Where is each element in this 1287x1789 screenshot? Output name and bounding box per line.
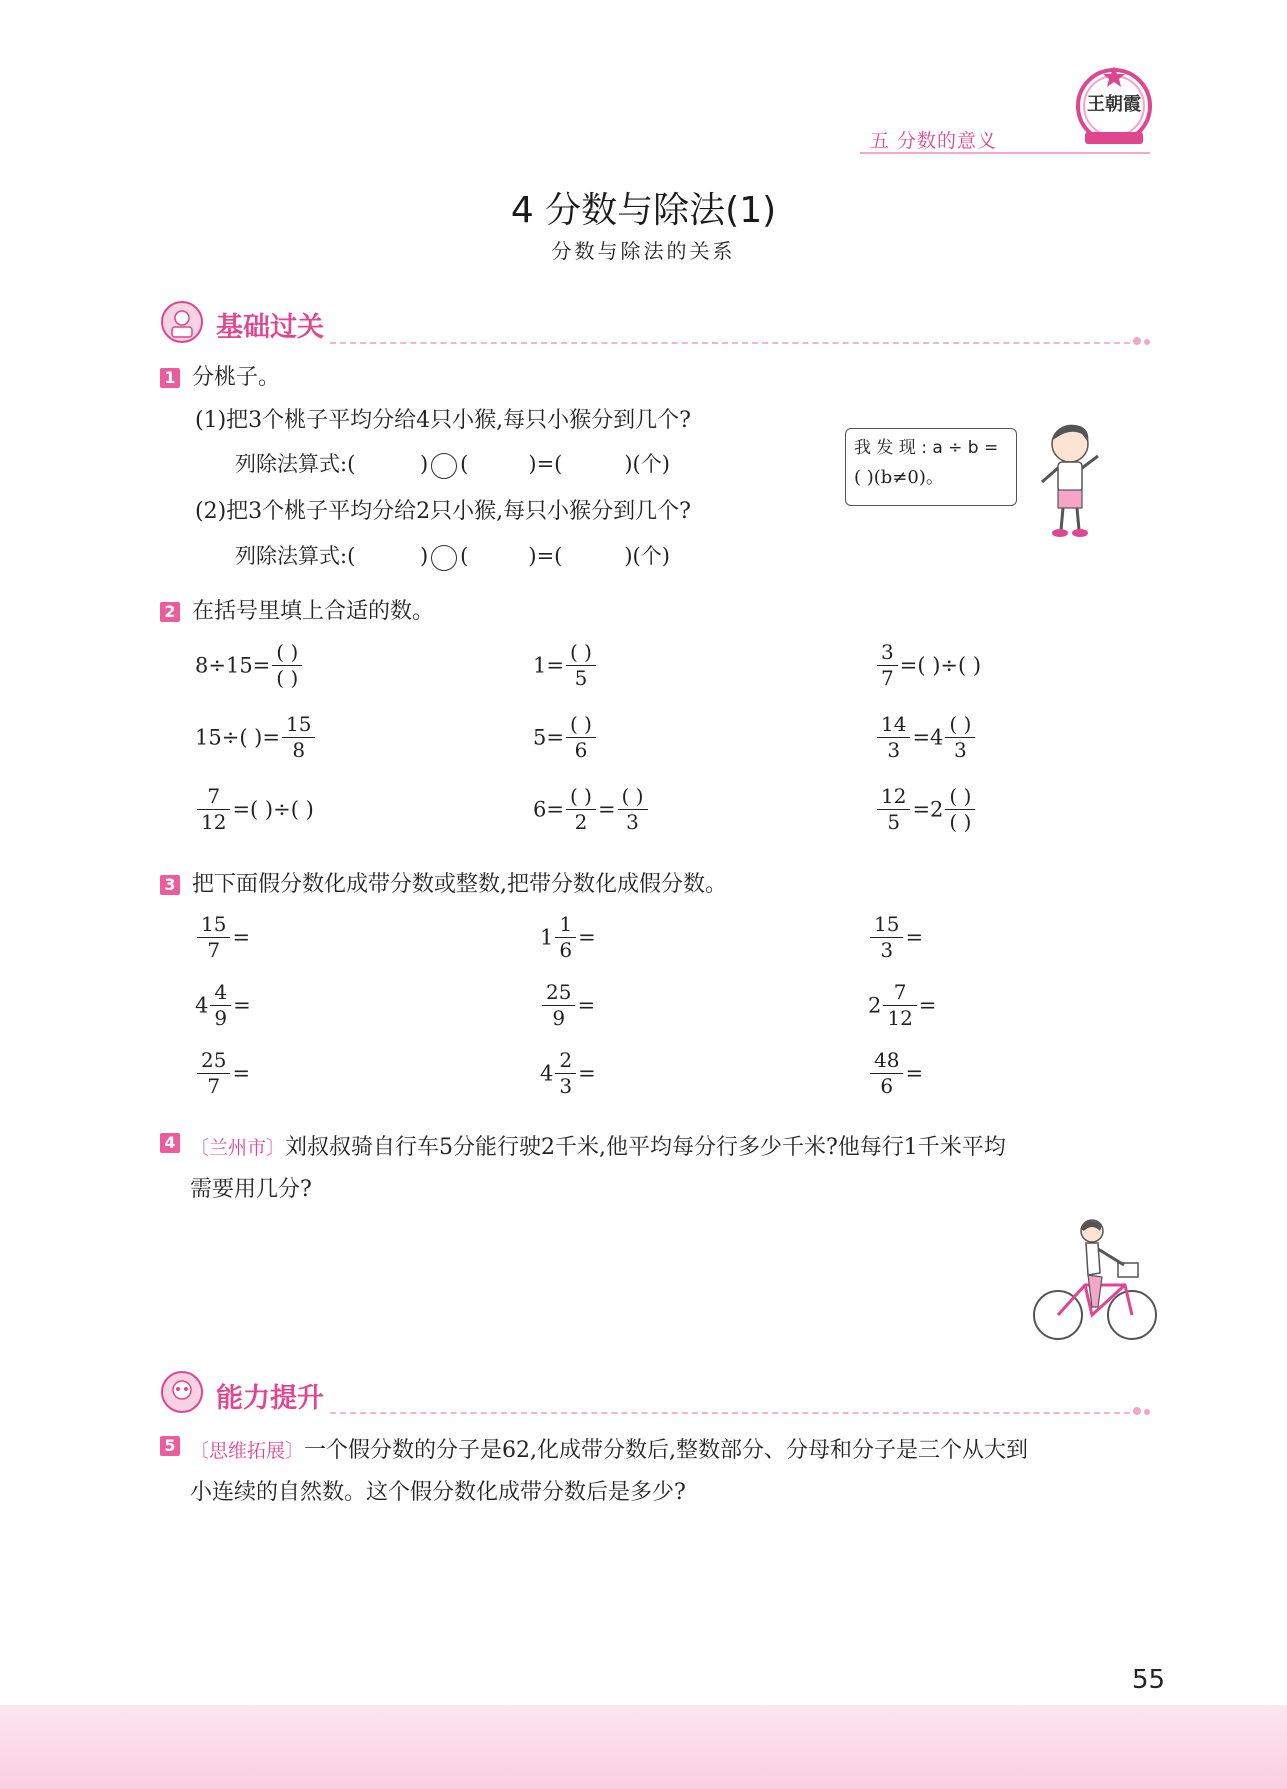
fraction [883,980,916,1031]
q4-line1: 刘叔叔骑自行车5分能行驶2千米,他平均每分行多少千米?他每行1千米平均 [285,1135,1006,1160]
chapter-underline [860,152,1150,154]
numerator: 48 [870,1048,903,1074]
q3-item [195,980,251,1031]
cyclist-illustration [1030,1215,1160,1345]
q4-line2: 需要用几分? [190,1177,312,1202]
q2-item-r3c2: 6= $\frac{( )}{2}$ = $\frac{( )}{3}$ [533,784,650,835]
q2-item-r2c2: 5= $\frac{( )}{6}$ [533,712,598,763]
denominator: 3 [559,1074,573,1098]
section-divider-advance [330,1412,1130,1414]
q2-item-r3c3: $\frac{12}{5}$ =2 $\frac{( )}{( )}$ [875,784,977,835]
fraction [870,1048,903,1099]
denominator: 7 [207,1074,221,1098]
q3-item [868,980,936,1031]
fraction [870,912,903,963]
question-number-3: 3 [160,875,180,895]
q3-item [540,912,596,963]
q5-text [190,1430,1160,1514]
denominator: 6 [559,938,573,962]
whole-part: 1 [540,925,554,950]
numerator: 15 [197,912,230,938]
q3-item [868,912,923,963]
q2-item-r3c1: $\frac{7}{12}$ =( )÷( ) [195,784,314,835]
denominator: 9 [214,1006,228,1030]
answer-equals[interactable]: = [232,1061,251,1086]
chapter-label: 五 分数的意义 [870,130,998,152]
q1-part2: (2)把3个桃子平均分给2只小猴,每只小猴分到几个? [195,499,691,524]
section-icon-advance [160,1370,204,1414]
section-icon-basic [160,300,204,344]
q2-item-r2c1: 15÷( )= $\frac{15}{8}$ [195,712,317,763]
q5-line2: 小连续的自然数。这个假分数化成带分数后是多少? [190,1480,686,1505]
section-dots [1133,1400,1159,1412]
answer-equals[interactable]: = [918,993,937,1018]
bubble-line1: 我 发 现 : a ÷ b = [854,438,999,458]
q5-tag: 〔思维拓展〕 [190,1440,305,1462]
q3-item [540,1048,596,1099]
denominator: 6 [880,1074,894,1098]
q2-item-r1c2: 1= $\frac{( )}{5}$ [533,640,598,691]
boy-illustration [1030,418,1110,543]
answer-equals[interactable]: = [232,925,251,950]
numerator: 4 [210,980,231,1006]
footer-band [0,1705,1287,1789]
q3-item [195,1048,250,1099]
q3-item [868,1048,923,1099]
answer-equals[interactable]: = [578,1061,596,1086]
page-subtitle: 分数与除法的关系 [551,239,736,263]
section-title-basic: 基础过关 [216,312,324,343]
denominator: 3 [880,938,894,962]
q2-item-r2c3: $\frac{14}{3}$ =4 $\frac{( )}{3}$ [875,712,977,763]
operator-circle[interactable] [431,453,457,479]
numerator: 25 [197,1048,230,1074]
numerator: 15 [870,912,903,938]
q4-tag: 〔兰州市〕 [190,1137,286,1159]
numerator: 1 [555,912,576,938]
numerator: 7 [883,980,916,1006]
fraction [555,912,576,963]
logo [1075,62,1153,150]
answer-equals[interactable]: = [905,1061,924,1086]
operator-circle[interactable] [431,545,457,571]
formula-label: 列除法算式:( [235,452,356,476]
question-number-1: 1 [160,368,180,388]
page-number: 55 [1132,1665,1166,1695]
numerator: 25 [542,980,575,1006]
q1-part2-formula: 列除法算式:( ) ( )=( )(个) [235,540,670,571]
q2-text: 在括号里填上合适的数。 [192,599,435,624]
numerator: 2 [555,1048,576,1074]
section-dots [1133,330,1159,342]
q4-text [190,1127,1160,1211]
answer-equals[interactable]: = [905,925,924,950]
answer-equals[interactable]: = [578,925,596,950]
fraction [197,912,230,963]
question-number-2: 2 [160,602,180,622]
discovery-bubble [845,428,1017,506]
question-number-5: 5 [160,1436,180,1456]
question-number-4: 4 [160,1133,180,1153]
fraction [197,1048,230,1099]
q5-line1: 一个假分数的分子是62,化成带分数后,整数部分、分母和分子是三个从大到 [304,1438,1028,1463]
answer-equals[interactable]: = [577,993,596,1018]
formula-label: 列除法算式:( [235,544,356,568]
logo-text: 王朝霞 [1087,94,1141,115]
q3-text: 把下面假分数化成带分数或整数,把带分数化成假分数。 [192,872,727,897]
page-title: 4 分数与除法(1) [510,190,777,231]
denominator: 12 [887,1006,913,1030]
whole-part: 4 [195,993,209,1018]
fraction [542,980,575,1031]
bubble-line2: ( )(b≠0)。 [854,467,944,488]
q1-part1: (1)把3个桃子平均分给4只小猴,每只小猴分到几个? [195,408,691,433]
whole-part: 2 [868,993,882,1018]
denominator: 9 [552,1006,566,1030]
q1-part1-formula: 列除法算式:( ) ( )=( )(个) [235,448,670,479]
section-divider-basic [330,342,1130,344]
q2-item-r1c3: $\frac{3}{7}$ =( )÷( ) [875,640,981,691]
q1-text: 分桃子。 [192,365,281,390]
denominator: 7 [207,938,221,962]
fraction [555,1048,576,1099]
q3-item [195,912,250,963]
section-title-advance: 能力提升 [216,1383,324,1414]
q2-item-r1c1: 8÷15= $\frac{( )}{( )}$ [195,640,304,691]
q3-item [540,980,595,1031]
fraction [210,980,231,1031]
answer-equals[interactable]: = [233,993,251,1018]
whole-part: 4 [540,1061,554,1086]
